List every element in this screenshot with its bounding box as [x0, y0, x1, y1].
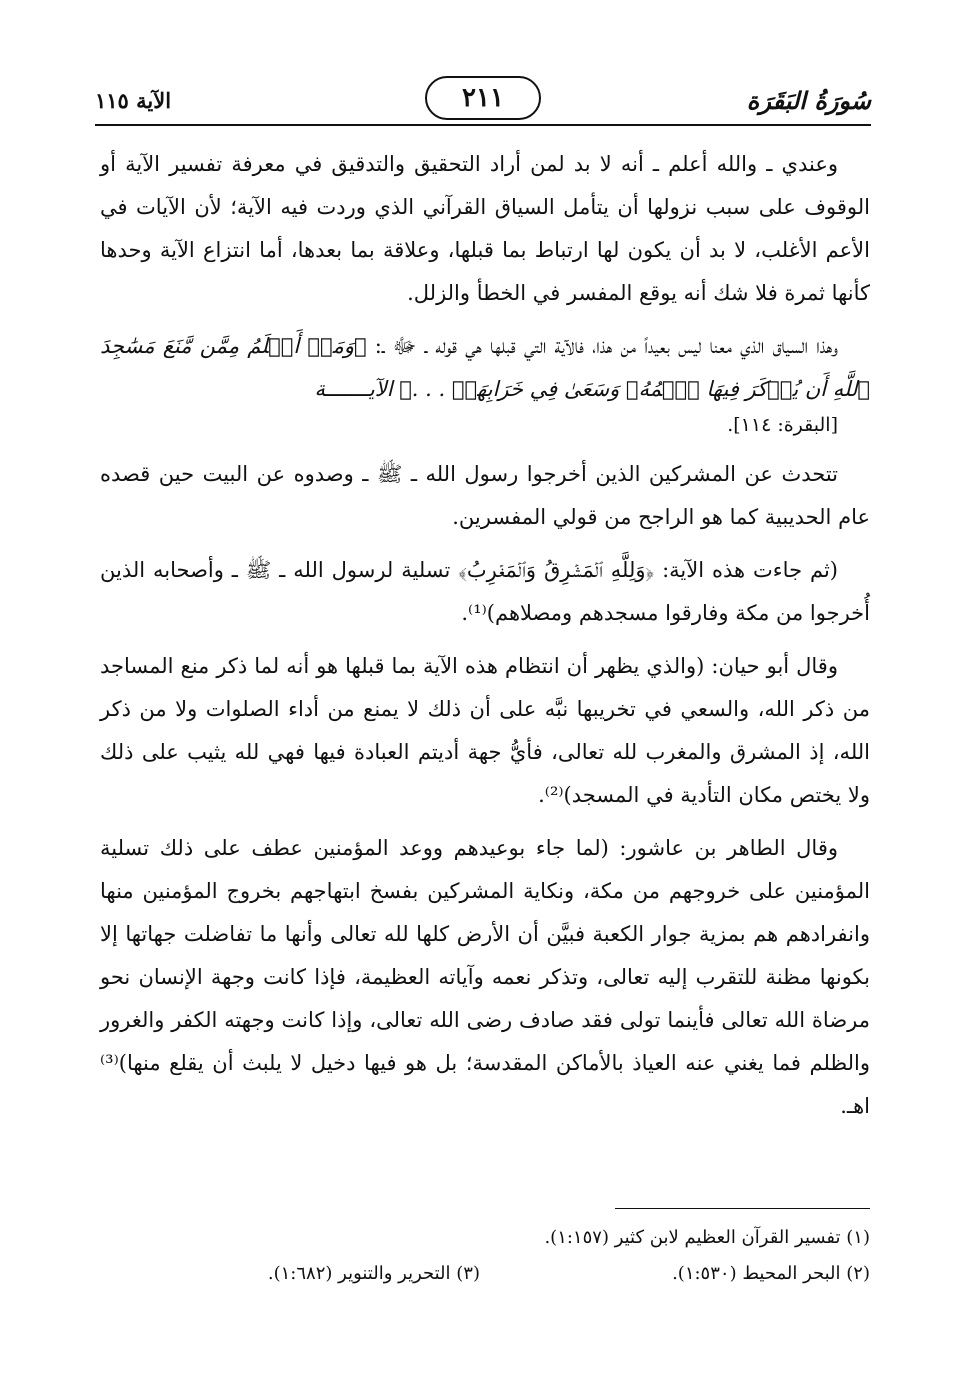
paragraph-4: (ثم جاءت هذه الآية: ﴿وَلِلَّهِ ٱلۡمَشۡرِقُ وَٱلۡمَغۡرِبُ﴾ تسلية لرسول الله ـ ﷺ ـ وأصحابه الذين أُخرجوا من مكة وفارقوا مسجدهم ومصلاهم)⁽¹⁾. — [100, 558, 870, 625]
page-header — [95, 72, 871, 128]
footnotes — [100, 1220, 870, 1292]
paragraph-6: وقال الطاهر بن عاشور: (لما جاء بوعيدهم ووعد المؤمنين عطف على ذلك تسلية المؤمنين على خروجهم من مكة، ونكاية المشركين بفسخ ابتهاجهم بخروج المؤمنين منها وانفرادهم هم بمزية جوار الكعبة فبيَّن أن الأرض كلها لله تعالى وأنها ما تفاضلت جهاتها إلا بكونها مظنة للتقرب إليه تعالى، وتذكر نعمه وآياته العظيمة، فإذا كانت وجهة الإنسان نحو مرضاة الله تعالى فأينما تولى فقد صادف رضى الله تعالى، وإذا كانت وجهته الكفر والغرور والظلم فما يغني عنه العياذ بالأماكن المقدسة؛ بل هو فيها دخيل لا يلبث أن يقلع منها)⁽³⁾ اهـ. — [100, 836, 870, 1118]
paragraph-5: وقال أبو حيان: (والذي يظهر أن انتظام هذه الآية بما قبلها هو أنه لما ذكر منع المساجد من ذكر الله، والسعي في تخريبها نبَّه على أن ذلك لا يمنع من أداء الصلوات ولا من ذكر الله، إذ المشرق والمغرب لله تعالى، فأيُّ جهة أديتم العبادة فيها فهي لله يثيب على ذلك ولا يختص مكان التأدية في المسجد)⁽²⁾. — [100, 654, 870, 807]
footnote-3: (٣) التحرير والتنوير (١:٦٨٢). — [267, 1263, 480, 1284]
main-text — [100, 143, 870, 1138]
paragraph-3: تتحدث عن المشركين الذين أخرجوا رسول الله ـ ﷺ ـ وصدوه عن البيت حين قصده عام الحديبية كما هو الراجح من قولي المفسرين. — [100, 462, 870, 529]
quranic-quote: ﴿وَمَنۡ أَظۡلَمُ مِمَّن مَّنَعَ مَسَٰجِدَ ٱللَّهِ أَن يُذۡكَرَ فِيهَا ٱسۡمُهُۥ وَسَعَىٰ فِي خَرَابِهَآۚ . . .﴾ الآيـــــــة — [100, 334, 870, 401]
paragraph-2 — [100, 325, 870, 443]
quote-citation: [البقرة: ١١٤]. — [727, 414, 838, 436]
footnote-2: (٢) البحر المحيط (١:٥٣٠). — [672, 1263, 870, 1284]
footnote-1: (١) تفسير القرآن العظيم لابن كثير (١:١٥٧). — [544, 1227, 870, 1248]
paragraph-2-text: وهذا السياق الذي معنا ليس بعيداً من هذا، فالآية التي قبلها هي قوله ـ ﷻ ـ: — [374, 334, 838, 358]
footnote-divider — [615, 1208, 870, 1209]
page-number: ٢١١ — [425, 76, 541, 120]
footnote-line-1 — [100, 1220, 870, 1256]
surah-name: سُورَةُ البَقَرَة — [746, 86, 871, 115]
paragraph-1: وعندي ـ والله أعلم ـ أنه لا بد لمن أراد التحقيق والتدقيق في معرفة تفسير الآية أو الوقوف على سبب نزولها أن يتأمل السياق القرآني الذي وردت فيه الآية؛ لأن الآيات في الأعم الأغلب، لا بد أن يكون لها ارتباط بما قبلها، وعلاقة بما بعدها، أما انتزاع الآية وحدها كأنها ثمرة فلا شك أنه يوقع المفسر في الخطأ والزلل. — [100, 152, 870, 305]
ayah-reference: الآية ١١٥ — [95, 88, 172, 113]
footnote-line-2 — [100, 1256, 870, 1292]
header-divider — [95, 124, 871, 126]
